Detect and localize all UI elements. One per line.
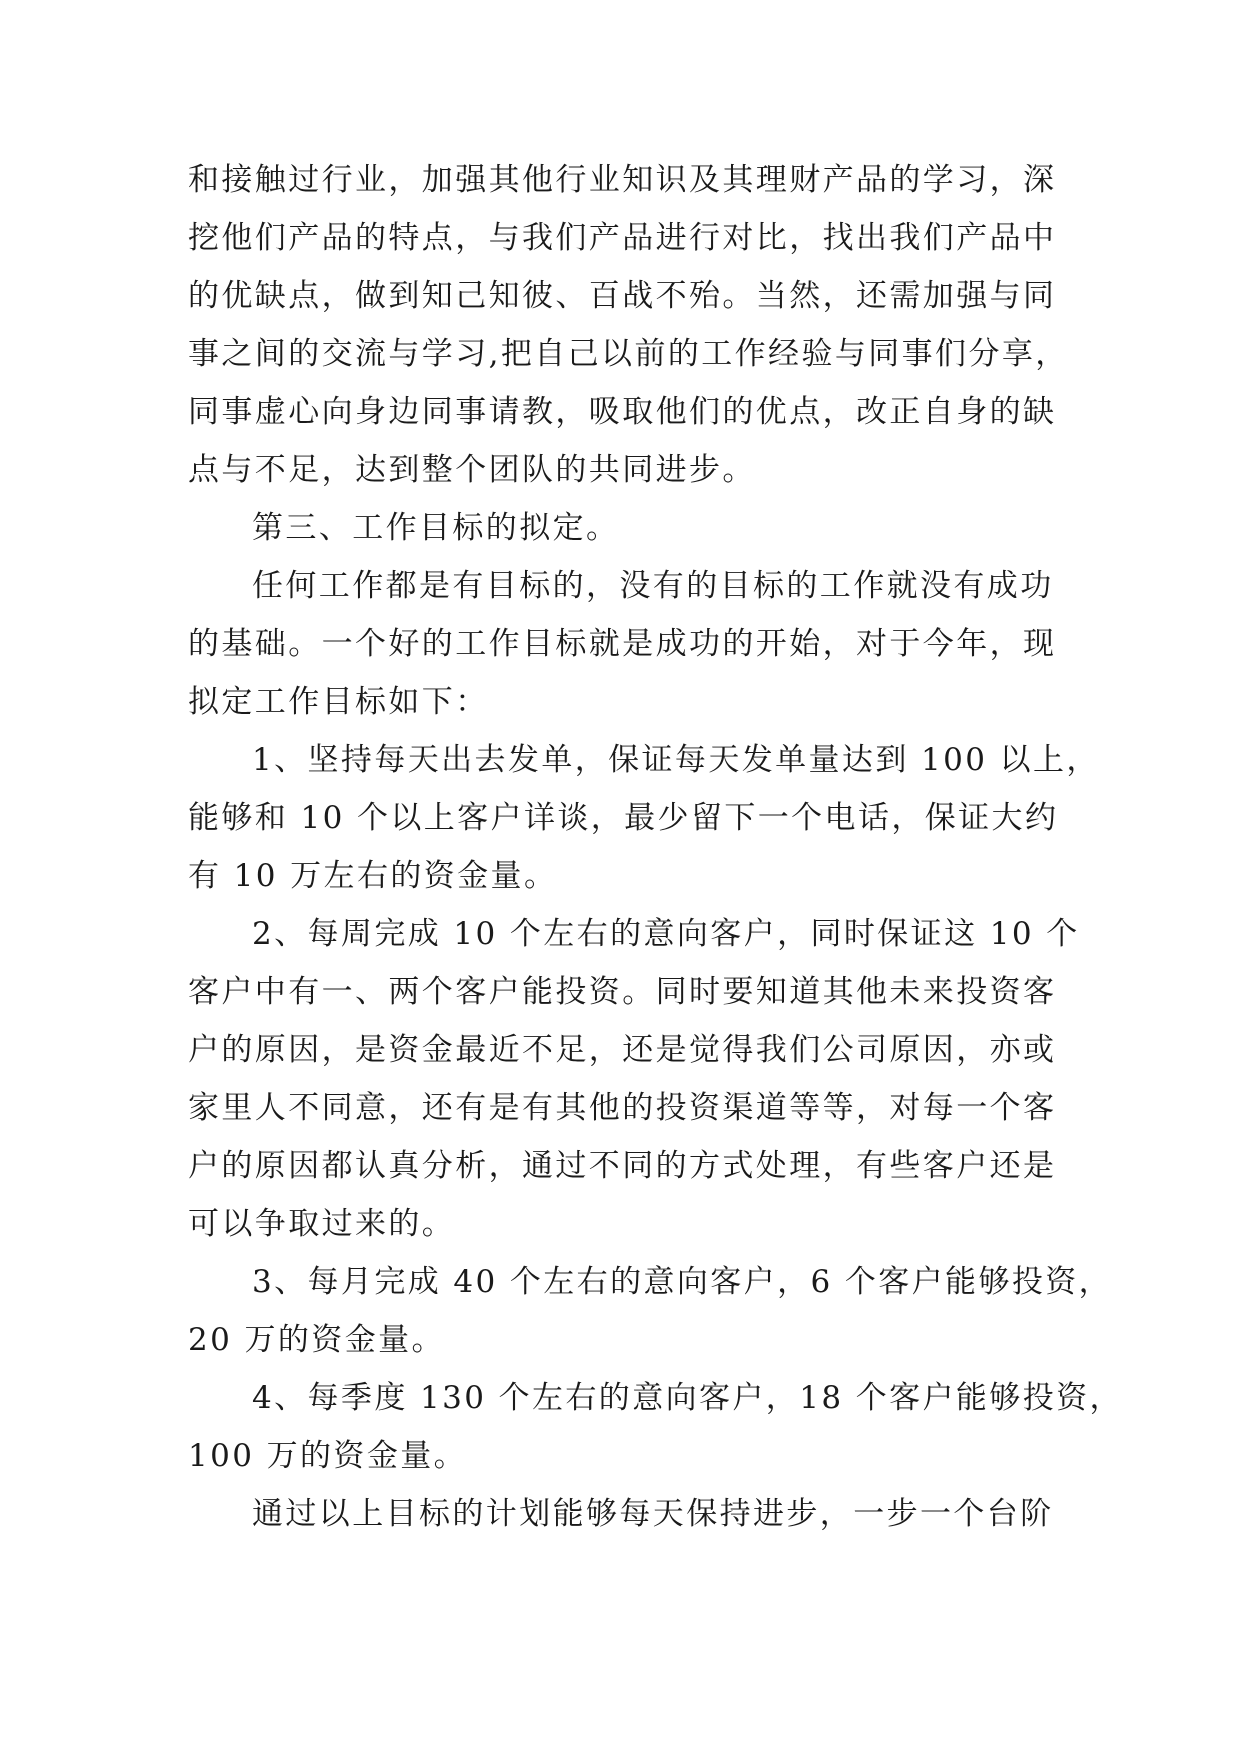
list-item-2: 2、每周完成 10 个左右的意向客户，同时保证这 10 个 [252, 916, 1080, 952]
text-line: 户的原因都认真分析，通过不同的方式处理，有些客户还是 [188, 1148, 1057, 1184]
text-line: 点与不足，达到整个团队的共同进步。 [188, 452, 756, 488]
text-line: 客户中有一、两个客户能投资。同时要知道其他未来投资客 [188, 974, 1057, 1010]
text-line: 任何工作都是有目标的，没有的目标的工作就没有成功 [252, 568, 1054, 604]
list-item-4: 4、每季度 130 个左右的意向客户，18 个客户能够投资， [252, 1380, 1123, 1416]
text-line: 的优缺点，做到知己知彼、百战不殆。当然，还需加强与同 [188, 278, 1057, 314]
text-line: 挖他们产品的特点，与我们产品进行对比，找出我们产品中 [188, 220, 1057, 256]
text-line: 能够和 10 个以上客户详谈，最少留下一个电话，保证大约 [188, 800, 1059, 836]
text-line: 同事虚心向身边同事请教，吸取他们的优点，改正自身的缺 [188, 394, 1057, 430]
text-line: 家里人不同意，还有是有其他的投资渠道等等，对每一个客 [188, 1090, 1057, 1126]
text-line: 的基础。一个好的工作目标就是成功的开始，对于今年，现 [188, 626, 1057, 662]
text-line: 和接触过行业，加强其他行业知识及其理财产品的学习，深 [188, 162, 1057, 198]
list-item-1: 1、坚持每天出去发单，保证每天发单量达到 100 以上， [252, 742, 1100, 778]
text-line: 100 万的资金量。 [188, 1438, 468, 1474]
text-line: 可以争取过来的。 [188, 1206, 456, 1242]
text-line: 有 10 万左右的资金量。 [188, 858, 558, 894]
text-line: 户的原因，是资金最近不足，还是觉得我们公司原因，亦或 [188, 1032, 1057, 1068]
text-line: 通过以上目标的计划能够每天保持进步，一步一个台阶 [252, 1496, 1054, 1532]
text-line: 拟定工作目标如下： [188, 684, 489, 720]
text-line: 事之间的交流与学习,把自己以前的工作经验与同事们分享， [188, 336, 1069, 372]
text-line: 20 万的资金量。 [188, 1322, 445, 1358]
list-item-3: 3、每月完成 40 个左右的意向客户，6 个客户能够投资， [252, 1264, 1113, 1300]
section-heading: 第三、工作目标的拟定。 [252, 510, 620, 546]
